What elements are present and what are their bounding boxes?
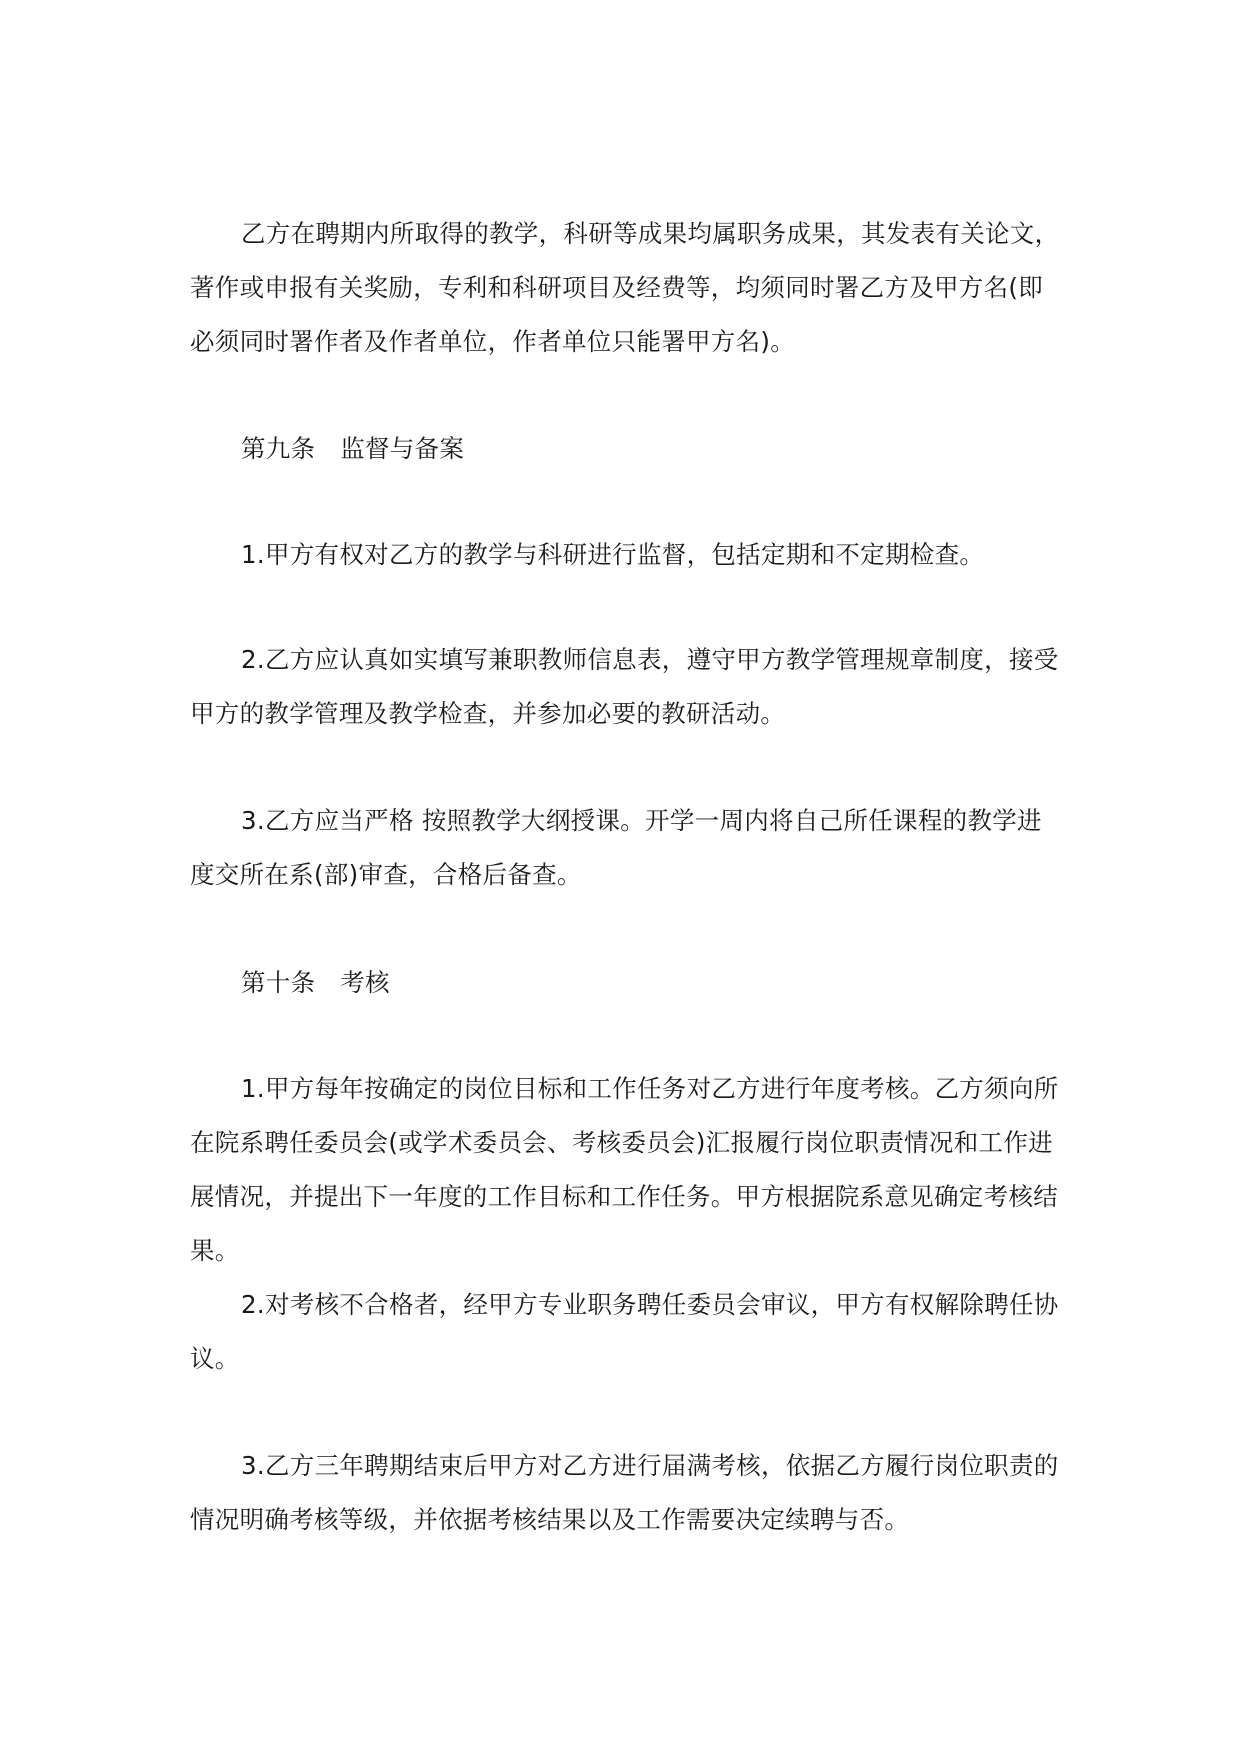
text-line: 度交所在系(部)审查，合格后备查。 <box>190 860 582 889</box>
text-line: 议。 <box>190 1344 240 1373</box>
paragraph-10-1 <box>190 1062 1060 1278</box>
heading-text: 第十条 考核 <box>241 968 390 997</box>
text-line: 3.乙方应当严格 按照教学大纲授课。开学一周内将自己所任课程的教学进 <box>241 806 1042 835</box>
paragraph-9-3 <box>190 794 1060 902</box>
text-line: 3.乙方三年聘期结束后甲方对乙方进行届满考核，依据乙方履行岗位职责的 <box>241 1451 1059 1480</box>
text-line: 1.甲方每年按确定的岗位目标和工作任务对乙方进行年度考核。乙方须向所 <box>241 1074 1059 1103</box>
text-line: 在院系聘任委员会(或学术委员会、考核委员会)汇报履行岗位职责情况和工作进 <box>190 1128 1053 1157</box>
text-line: 甲方的教学管理及教学检查，并参加必要的教研活动。 <box>190 699 786 728</box>
text-line: 情况明确考核等级，并依据考核结果以及工作需要决定续聘与否。 <box>190 1505 910 1534</box>
heading-article-10 <box>190 956 1060 1010</box>
text-line: 展情况，并提出下一年度的工作目标和工作任务。甲方根据院系意见确定考核结 <box>190 1182 1058 1211</box>
text-line: 乙方在聘期内所取得的教学，科研等成果均属职务成果，其发表有关论文， <box>241 219 1060 248</box>
text-line: 1.甲方有权对乙方的教学与科研进行监督，包括定期和不定期检查。 <box>241 540 985 569</box>
text-line: 2.对考核不合格者，经甲方专业职务聘任委员会审议，甲方有权解除聘任协 <box>241 1290 1059 1319</box>
text-line: 著作或申报有关奖励，专利和科研项目及经费等，均须同时署乙方及甲方名(即 <box>190 273 1044 302</box>
paragraph-10-3 <box>190 1439 1060 1547</box>
text-line: 2.乙方应认真如实填写兼职教师信息表，遵守甲方教学管理规章制度，接受 <box>241 645 1059 674</box>
heading-article-9 <box>190 422 1060 476</box>
paragraph-10-2 <box>190 1278 1060 1386</box>
text-line: 必须同时署作者及作者单位，作者单位只能署甲方名)。 <box>190 327 796 356</box>
paragraph-9-1 <box>190 528 1060 582</box>
heading-text: 第九条 监督与备案 <box>241 434 465 463</box>
text-line: 果。 <box>190 1236 240 1265</box>
paragraph-9-2 <box>190 633 1060 741</box>
paragraph-research-results <box>190 207 1060 369</box>
